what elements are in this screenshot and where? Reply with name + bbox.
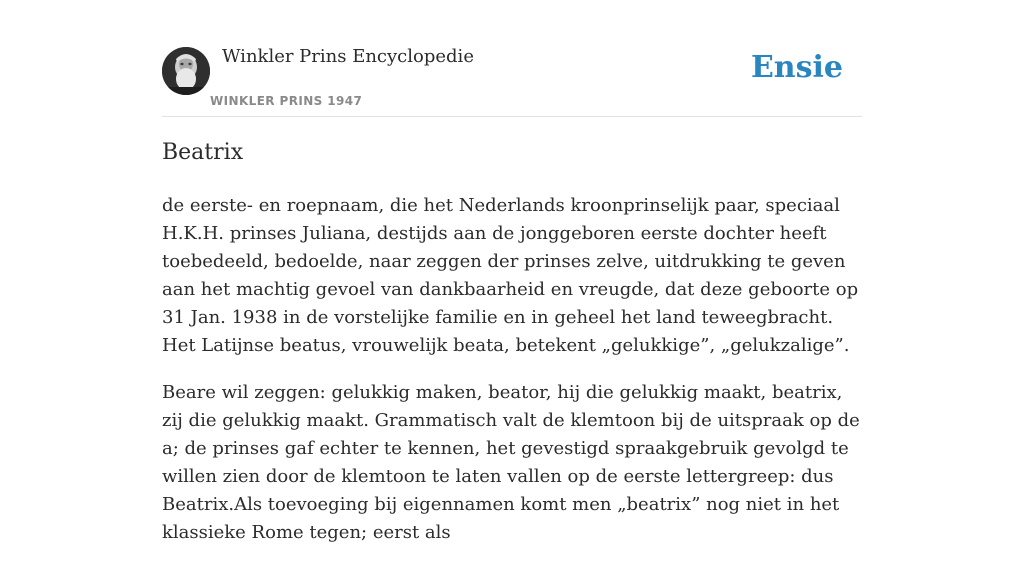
article-paragraph: Beare wil zeggen: gelukkig maken, beator, hij die gelukkig maakt, beatrix, zij die gelukkig maakt. Grammatisch valt de klemtoon bij de uitspraak op de a; de prinses gaf echter te kennen, het gevestigd spraakgebruik gevolgd te willen zien door de klemtoon te laten vallen op de eerste lettergreep: dus Beatrix.Als toevoeging bij eigennamen komt men „beatrix” nog niet in het klassieke Rome tegen; eerst als (162, 382, 860, 543)
brand-logo[interactable]: Ensie (750, 50, 843, 85)
article-body (162, 192, 862, 566)
article-header (162, 0, 862, 117)
entry-title: Beatrix (162, 140, 244, 165)
source-avatar[interactable] (162, 47, 210, 95)
article-paragraph: de eerste- en roepnaam, die het Nederlands kroonprinselijk paar, speciaal H.K.H. prinses Juliana, destijds aan de jonggeboren eerste dochter heeft toebedeeld, bedoelde, naar zeggen der prinses zelve, uitdrukking te geven aan het machtig gevoel van dankbaarheid en vreugde, dat deze geboorte op 31 Jan. 1938 in de vorstelijke familie en in geheel het land teweegbracht. Het Latijnse beatus, vrouwelijk beata, betekent „gelukkige”, „gelukzalige”. (162, 195, 859, 356)
article-card (162, 0, 862, 543)
source-title[interactable]: Winkler Prins Encyclopedie (222, 46, 474, 67)
source-subtitle[interactable]: WINKLER PRINS 1947 (210, 94, 363, 108)
bearded-man-portrait-icon (162, 47, 210, 95)
